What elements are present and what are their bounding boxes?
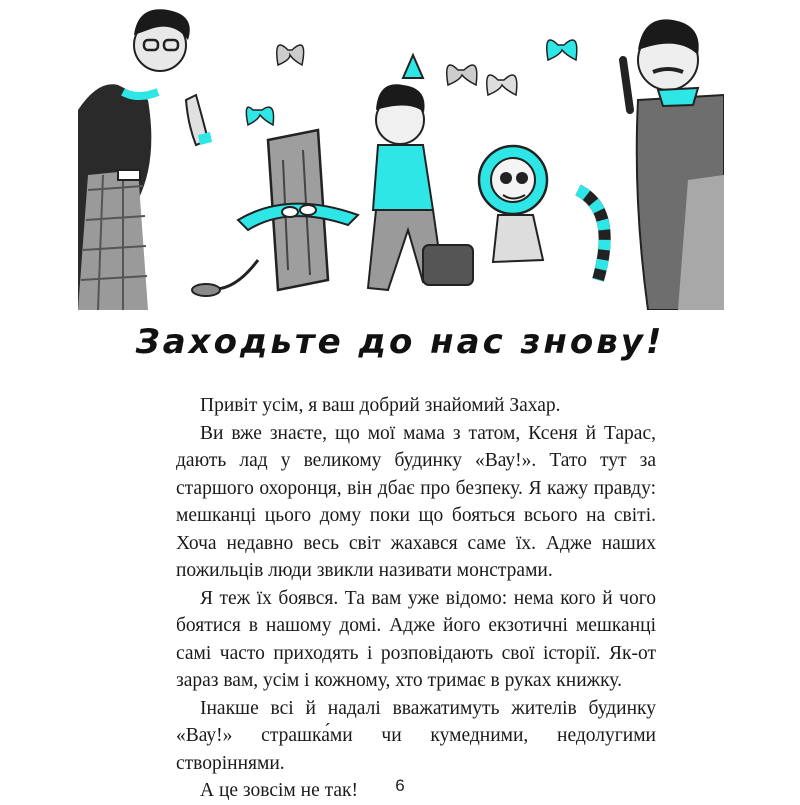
paragraph: А це зовсім не так!	[200, 780, 358, 801]
paragraph: Інакше всі й надалі вважатимуть жителів будинку «Вау!» страшка́ми чи кумедними, недолугими створіннями.	[176, 697, 656, 774]
tree-creature-figure	[192, 130, 358, 296]
woman-with-glasses-figure	[78, 9, 212, 310]
paragraph: Ви вже знаєте, що мої мама з татом, Ксеня й Тарас, дають лад у великому будинку «Вау!». Тато тут за старшого охоронця, він дбає про безпеку. Я кажу правду: мешканці цього дому поки що бояться всього на світі. Хоча недавно весь світ жахався саме їх. Адже наших пожильців люди звикли називати монстрами.	[176, 422, 656, 581]
chapter-heading: Заходьте до нас знову!	[135, 322, 665, 362]
boy-figure	[368, 55, 473, 290]
paragraph: Я теж їх боявся. Та вам уже відомо: нема кого й чого боятися в нашому домі. Адже його екзотичні мешканці самі часто приходять і розповідають свої історії. Як-от зараз вам, усім і кожному, хто тримає в руках книжку.	[176, 587, 656, 691]
header-illustration	[78, 0, 724, 310]
paragraph: Привіт усім, я ваш добрий знайомий Захар.	[200, 395, 561, 416]
body-text	[176, 392, 656, 805]
moustached-man-figure	[623, 19, 724, 310]
page-number: 6	[395, 776, 405, 795]
raccoon-creature-figure	[479, 146, 605, 280]
